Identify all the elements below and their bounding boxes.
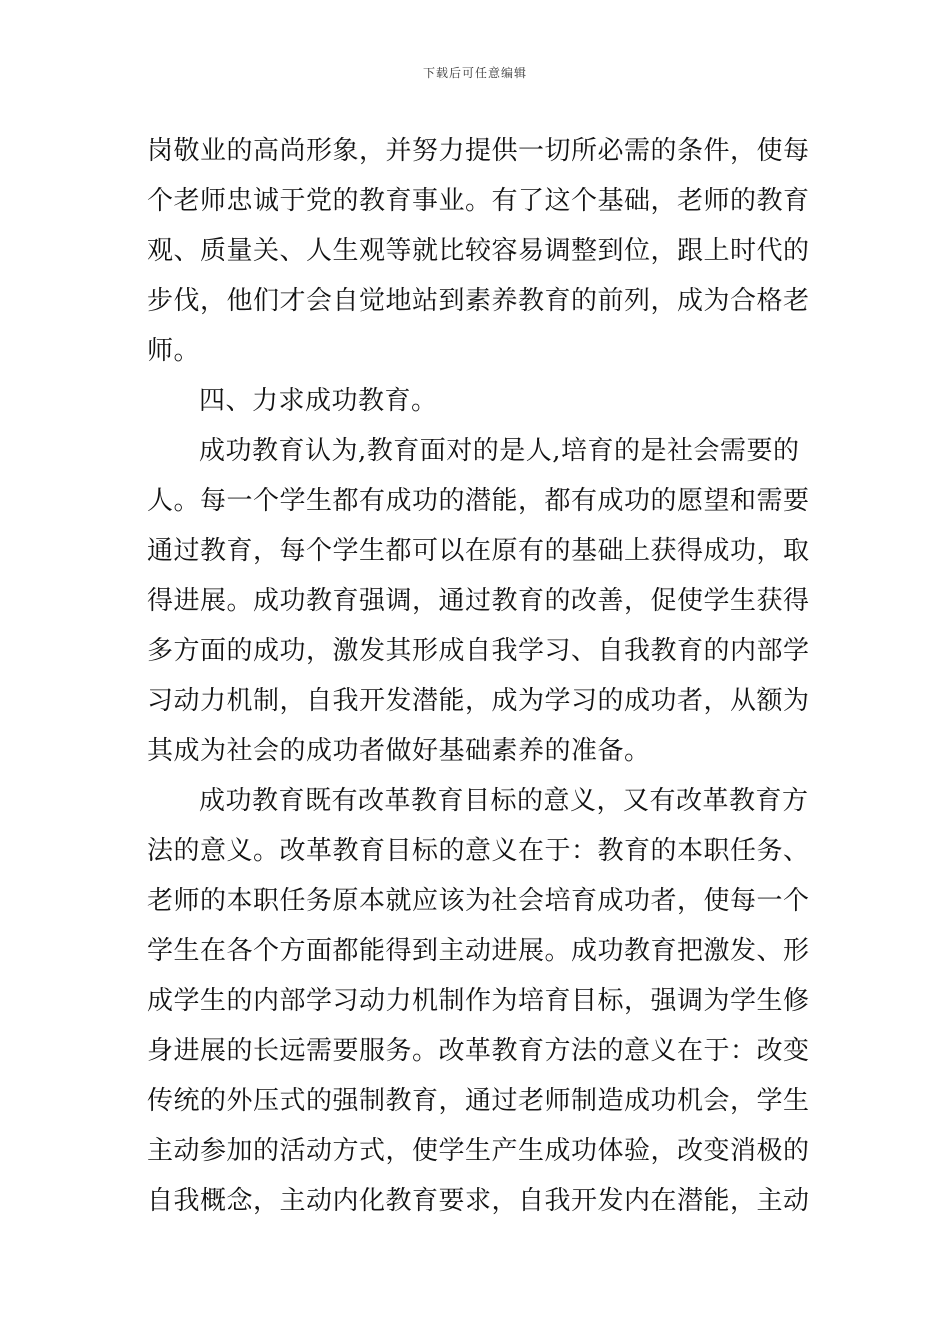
- section-heading: 四、力求成功教育。: [199, 386, 438, 416]
- text-line: 其成为社会的成功者做好基础素养的准备。: [147, 736, 651, 766]
- text-line: 通过教育，每个学生都可以在原有的基础上获得成功，取: [147, 536, 810, 566]
- text-line: 学生在各个方面都能得到主动进展。成功教育把激发、形: [147, 936, 810, 966]
- text-line: 个老师忠诚于党的教育事业。有了这个基础，老师的教育: [147, 186, 810, 216]
- paragraph-start: 成功教育认为,教育面对的是人,培育的是社会需要的: [199, 436, 800, 466]
- text-line: 主动参加的活动方式，使学生产生成功体验，改变消极的: [147, 1136, 810, 1166]
- text-line: 自我概念，主动内化教育要求，自我开发内在潜能，主动: [147, 1186, 810, 1216]
- text-line: 多方面的成功，激发其形成自我学习、自我教育的内部学: [147, 636, 810, 666]
- page-header: 下载后可任意编辑: [422, 66, 527, 80]
- text-line: 习动力机制，自我开发潜能，成为学习的成功者，从额为: [147, 686, 810, 716]
- text-line: 岗敬业的高尚形象，并努力提供一切所必需的条件，使每: [147, 136, 810, 166]
- text-line: 观、质量关、人生观等就比较容易调整到位，跟上时代的: [147, 236, 810, 266]
- text-line: 人。每一个学生都有成功的潜能，都有成功的愿望和需要: [147, 486, 810, 516]
- text-line: 身进展的长远需要服务。改革教育方法的意义在于：改变: [147, 1036, 810, 1066]
- text-line: 得进展。成功教育强调，通过教育的改善，促使学生获得: [147, 586, 810, 616]
- text-line: 老师的本职任务原本就应该为社会培育成功者，使每一个: [147, 886, 810, 916]
- text-line: 传统的外压式的强制教育，通过老师制造成功机会，学生: [147, 1086, 810, 1116]
- document-body: [147, 126, 810, 1226]
- text-line: 法的意义。改革教育目标的意义在于：教育的本职任务、: [147, 836, 810, 866]
- text-line: 成学生的内部学习动力机制作为培育目标，强调为学生修: [147, 986, 810, 1016]
- paragraph-start: 成功教育既有改革教育目标的意义，又有改革教育方: [199, 786, 809, 816]
- text-line: 师。: [147, 336, 201, 366]
- text-line: 步伐，他们才会自觉地站到素养教育的前列，成为合格老: [147, 286, 810, 316]
